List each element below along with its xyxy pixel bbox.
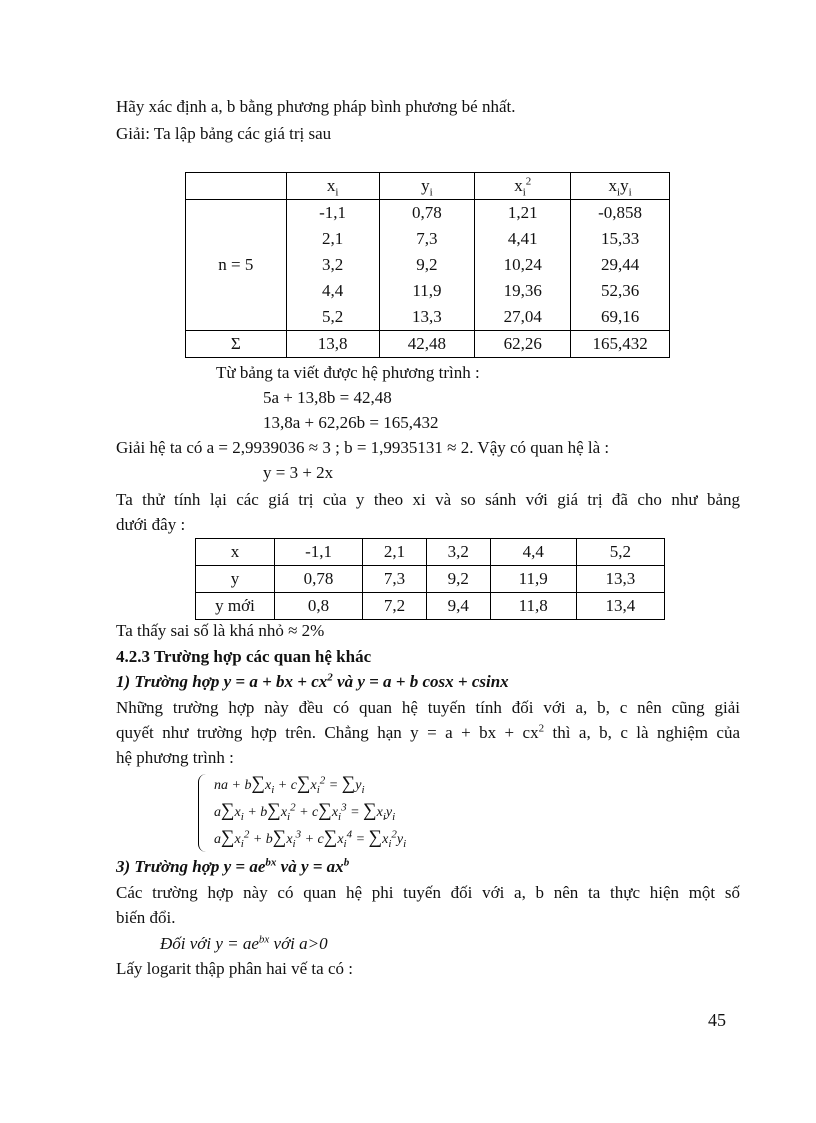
n-label: n = 5 bbox=[186, 200, 287, 331]
intro-line-2: Giải: Ta lập bảng các giá trị sau bbox=[116, 124, 332, 143]
cell: 5,2 bbox=[576, 539, 664, 566]
cell: 15,33 bbox=[571, 226, 670, 252]
equation-1: 5a + 13,8b = 42,48 bbox=[263, 388, 392, 407]
subcase-title: Đối với $y = ae^{bx}$ với a>0 bbox=[160, 933, 328, 953]
cell: 4,41 bbox=[475, 226, 571, 252]
cell: 0,78 bbox=[275, 566, 363, 593]
solution-line: Giải hệ ta có a = 2,9939036 ≈ 3 ; b = 1,9935131 ≈ 2. Vậy có quan hệ là : bbox=[116, 438, 610, 457]
cell: 4,4 bbox=[286, 278, 379, 304]
cell: 29,44 bbox=[571, 252, 670, 278]
row-label: x bbox=[196, 539, 275, 566]
case-3-title: 3) Trường hợp $y = ae^{bx}$ và $y = ax^b$ bbox=[116, 856, 350, 876]
cell: 4,4 bbox=[490, 539, 576, 566]
paragraph-2-line-2: biến đổi. bbox=[116, 908, 176, 927]
cell: 42,48 bbox=[379, 331, 475, 358]
cell: 13,4 bbox=[576, 593, 664, 620]
table-row bbox=[186, 200, 670, 227]
row-label: y bbox=[196, 566, 275, 593]
cell: 165,432 bbox=[571, 331, 670, 358]
cell: 13,3 bbox=[576, 566, 664, 593]
cell: 62,26 bbox=[475, 331, 571, 358]
cell: -1,1 bbox=[275, 539, 363, 566]
cell: 3,2 bbox=[286, 252, 379, 278]
paragraph-2-line-1: Các trường hợp này có quan hệ phi tuyến đối với a, b nên ta thực hiện một số bbox=[116, 883, 740, 902]
cell: 0,8 bbox=[275, 593, 363, 620]
cell: 1,21 bbox=[475, 200, 571, 227]
system-intro: Từ bảng ta viết được hệ phương trình : bbox=[216, 363, 480, 382]
cell: 13,3 bbox=[379, 304, 475, 331]
cell: 9,2 bbox=[379, 252, 475, 278]
cell: 7,2 bbox=[363, 593, 427, 620]
table-row bbox=[196, 539, 665, 566]
cell: 11,8 bbox=[490, 593, 576, 620]
header-xiyi: $x_iy_i$ bbox=[571, 173, 670, 200]
row-label: y mới bbox=[196, 593, 275, 620]
result-equation: y = 3 + 2x bbox=[263, 463, 334, 482]
cell: 9,4 bbox=[426, 593, 490, 620]
header-yi: $y_i$ bbox=[379, 173, 475, 200]
paragraph-1-line-2: quyết như trường hợp trên. Chẳng hạn y = a + bx + $cx^2$ thì a, b, c là nghiệm của bbox=[116, 722, 741, 742]
header-xi2: $x_i^2$ bbox=[475, 173, 571, 200]
intro-line-1: Hãy xác định a, b bằng phương pháp bình phương bé nhất. bbox=[116, 97, 516, 116]
cell: 9,2 bbox=[426, 566, 490, 593]
check-line-1: Ta thử tính lại các giá trị của y theo xi và so sánh với giá trị đã cho như bảng bbox=[116, 490, 740, 509]
cell: 11,9 bbox=[379, 278, 475, 304]
header-xi: $x_i$ bbox=[286, 173, 379, 200]
table-row bbox=[196, 593, 665, 620]
cell: 2,1 bbox=[286, 226, 379, 252]
cell: 27,04 bbox=[475, 304, 571, 331]
error-note: Ta thấy sai số là khá nhỏ ≈ 2% bbox=[116, 621, 325, 640]
cell: 3,2 bbox=[426, 539, 490, 566]
page-number: 45 bbox=[708, 1010, 726, 1030]
table-header-row bbox=[186, 173, 670, 200]
cell: -0,858 bbox=[571, 200, 670, 227]
cell: 2,1 bbox=[363, 539, 427, 566]
paragraph-1-line-1: Những trường hợp này đều có quan hệ tuyến tính đối với a, b, c nên cũng giải bbox=[116, 698, 740, 717]
cell: 13,8 bbox=[286, 331, 379, 358]
normal-equation-system: na + $b\sum x_i + c\sum x_i^2 = \sum y_i$ $a\sum x_i + b\sum x_i^2 + c\sum x_i^3 = \sum x_iy_i$ $a\sum x_i^2 + b\sum x_i^3 + c\sum x_i^4 = \sum x_i^2y_i$ bbox=[214, 773, 407, 850]
sum-label: Σ bbox=[186, 331, 287, 358]
cell: 52,36 bbox=[571, 278, 670, 304]
table-row bbox=[196, 566, 665, 593]
least-squares-table bbox=[185, 172, 670, 358]
section-heading: 4.2.3 Trường hợp các quan hệ khác bbox=[116, 647, 372, 666]
cell: 10,24 bbox=[475, 252, 571, 278]
cell: 11,9 bbox=[490, 566, 576, 593]
check-line-2: dưới đây : bbox=[116, 515, 186, 534]
case-1-title: 1) Trường hợp y = a + bx + $cx^2$ và y = a + b cosx + csinx bbox=[116, 671, 509, 691]
comparison-table bbox=[195, 538, 665, 620]
equation-2: 13,8a + 62,26b = 165,432 bbox=[263, 413, 439, 432]
cell: 69,16 bbox=[571, 304, 670, 331]
cell: 5,2 bbox=[286, 304, 379, 331]
sum-row bbox=[186, 331, 670, 358]
system-brace bbox=[198, 774, 207, 852]
cell: 7,3 bbox=[363, 566, 427, 593]
cell: 7,3 bbox=[379, 226, 475, 252]
last-line: Lấy logarit thập phân hai vế ta có : bbox=[116, 959, 353, 978]
cell: 0,78 bbox=[379, 200, 475, 227]
paragraph-1-line-3: hệ phương trình : bbox=[116, 748, 234, 767]
cell: 19,36 bbox=[475, 278, 571, 304]
cell: -1,1 bbox=[286, 200, 379, 227]
